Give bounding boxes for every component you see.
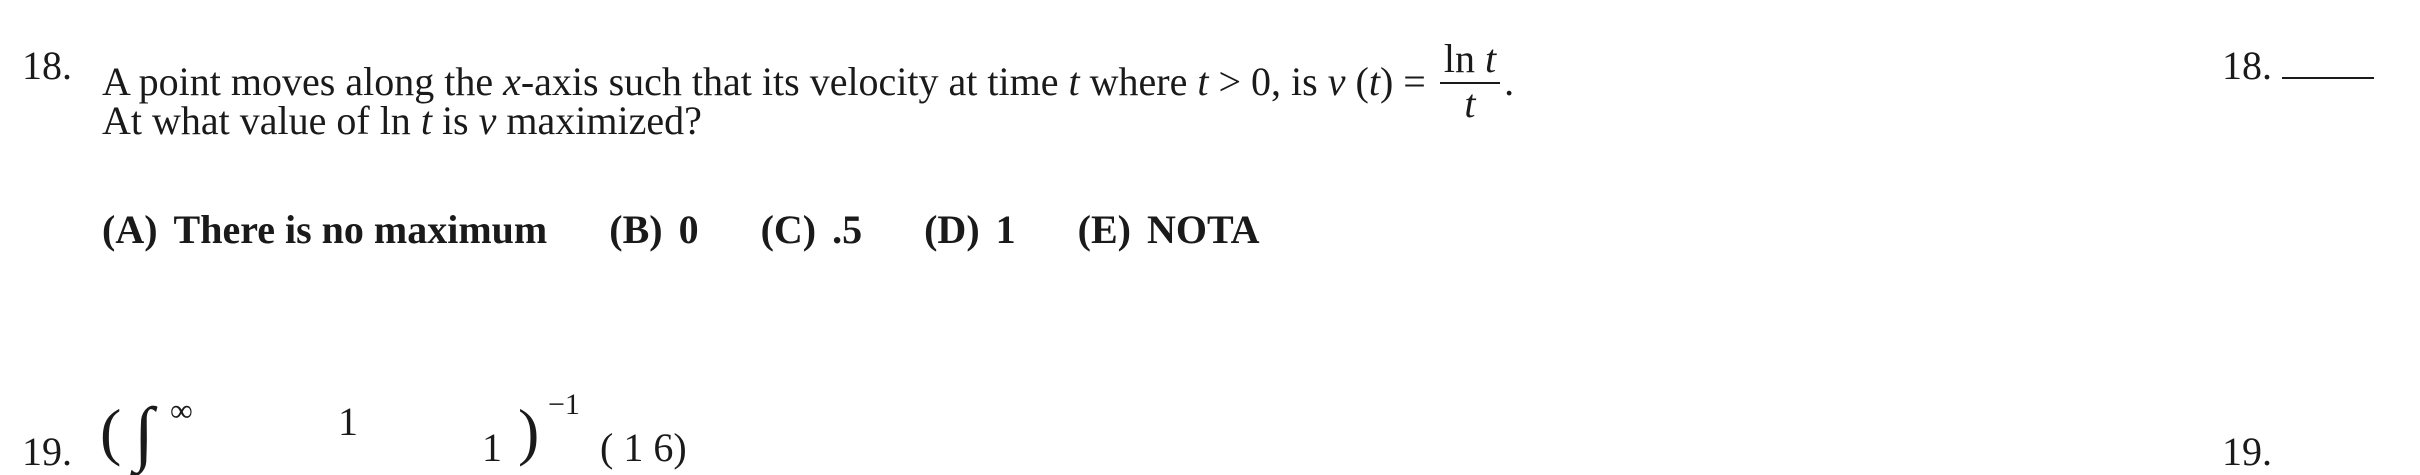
- choice-label: (E): [1077, 207, 1131, 252]
- question-text-segment: -axis such that its velocity at time: [520, 59, 1069, 105]
- answer-choices: [102, 206, 1322, 253]
- question-number: 18.: [22, 43, 72, 88]
- question-text-segment: where: [1079, 59, 1198, 105]
- variable-t: t: [1484, 36, 1497, 81]
- question-text-segment: is: [431, 98, 479, 143]
- next-question-number: 19.: [22, 429, 72, 474]
- choice-b[interactable]: [609, 206, 698, 253]
- answer-slot: [2222, 42, 2374, 90]
- variable-t: t: [1068, 59, 1080, 105]
- choice-a[interactable]: [102, 206, 547, 253]
- variable-t: t: [420, 98, 432, 143]
- choice-text: 0: [678, 207, 699, 252]
- next-question-open-paren: (: [100, 396, 122, 467]
- choice-text: There is no maximum: [173, 207, 548, 252]
- choice-d[interactable]: [924, 206, 1016, 253]
- velocity-fraction: [1440, 36, 1500, 124]
- ln-label: ln: [1443, 36, 1485, 81]
- choice-label: (D): [924, 207, 980, 252]
- choice-label: (B): [609, 207, 663, 252]
- question-text-segment: maximized?: [496, 98, 702, 143]
- paren-close-equals: ) =: [1379, 59, 1436, 105]
- fraction-numerator-partial: 1: [338, 399, 358, 444]
- sentence-period: .: [1504, 59, 1515, 105]
- next-answer-number: 19.: [2222, 429, 2272, 474]
- choice-c[interactable]: [761, 206, 863, 253]
- cut-digit: 1: [482, 425, 502, 470]
- paren-open: (: [1345, 59, 1369, 105]
- choice-text: 1: [995, 207, 1016, 252]
- question-text-segment: > 0, is: [1208, 59, 1328, 105]
- fraction-denominator: t: [1440, 82, 1500, 124]
- exponent-minus-one: −1: [548, 388, 580, 421]
- variable-t: t: [1368, 59, 1380, 105]
- variable-v: v: [1327, 59, 1346, 105]
- question-text-segment: At what value of ln: [102, 98, 421, 143]
- variable-v: v: [478, 98, 497, 143]
- question-text-segment: A point moves along the: [102, 59, 504, 105]
- fraction-numerator: [1440, 36, 1500, 82]
- integral-sign: ∫: [134, 393, 154, 473]
- next-question-fragment: ( 1 6): [600, 425, 687, 470]
- variable-t: t: [1197, 59, 1209, 105]
- answer-blank[interactable]: [2282, 43, 2374, 79]
- answer-number: 18.: [2222, 43, 2272, 88]
- choice-text: NOTA: [1146, 207, 1260, 252]
- choice-label: (C): [760, 207, 817, 252]
- integral-upper-limit-infinity: ∞: [170, 392, 193, 428]
- choice-text: .5: [832, 207, 863, 252]
- choice-label: (A): [102, 207, 158, 252]
- close-paren-partial: ): [518, 396, 540, 467]
- variable-x: x: [503, 59, 521, 105]
- question-line-2: [102, 97, 702, 145]
- choice-e[interactable]: [1078, 206, 1260, 253]
